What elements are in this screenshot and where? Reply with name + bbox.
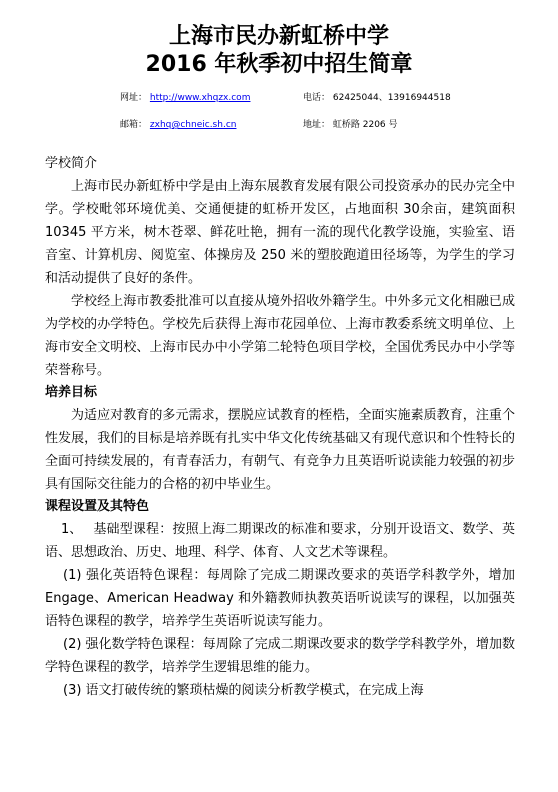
course-item-2: (1) 强化英语特色课程：每周除了完成二期课改要求的英语学科教学外，增加 Engage、American Headway 和外籍教师执教英语听说读写的课程，以加强英语特色课程的教学，培养学生英语听说读写能力。: [45, 568, 515, 629]
course-item-4: (3) 语文打破传统的繁琐枯燥的阅读分析教学模式，在完成上海: [63, 683, 424, 698]
address-label: 地址：: [303, 120, 331, 130]
goal-paragraph: 为适应对教育的多元需求，摆脱应试教育的桎梏，全面实施素质教育，注重个性发展，我们的目标是培养既有扎实中华文化传统基础又有现代意识和个性特长的全面可持续发展的，有青春活力，有朝气、有竞争力且英语听说读能力较强的初步具有国际交往能力的合格的初中毕业生。: [45, 408, 515, 492]
page-title: 上海市民办新虹桥中学: [168, 24, 389, 49]
course-item-1-number: 1、: [61, 522, 83, 537]
course-item-1-text: 基础型课程：按照上海二期课改的标准和要求，分别开设语文、数学、英语、思想政治、历史、地理、科学、体育、人文艺术等课程。: [45, 522, 515, 560]
course-heading: 课程设置及其特色: [45, 499, 150, 514]
email-link[interactable]: zxhq@chneic.sh.cn: [149, 120, 237, 130]
goal-heading: 培养目标: [45, 385, 98, 400]
phone-info: [303, 92, 451, 104]
email-info: [120, 119, 236, 131]
email-label: 邮箱：: [120, 120, 148, 130]
phone-label: 电话：: [303, 93, 331, 103]
intro-paragraph-1: 上海市民办新虹桥中学是由上海东展教育发展有限公司投资承办的民办完全中学。学校毗邻环境优美、交通便捷的虹桥开发区，占地面积 30余亩，建筑面积 10345 平方米，树木苍翠、鲜花吐艳，拥有一流的现代化教学设施，实验室、语音室、计算机房、阅览室、体操房及 250 米的塑胶跑道田径场等，为学生的学习和活动提供了良好的条件。: [45, 179, 515, 286]
page-subtitle: 2016 年秋季初中招生简章: [145, 52, 413, 77]
website-link[interactable]: http://www.xhqzx.com: [149, 93, 251, 103]
course-item-1: [45, 518, 515, 564]
address-value: 虹桥路 2206 号: [332, 120, 398, 130]
course-item-3: (2) 强化数学特色课程：每周除了完成二期课改要求的数学学科教学外，增加数学特色课程的教学，培养学生逻辑思维的能力。: [45, 637, 515, 675]
intro-paragraph-2: 学校经上海市教委批准可以直接从境外招收外籍学生。中外多元文化相融已成为学校的办学特色。学校先后获得上海市花园单位、上海市教委系统文明单位、上海市安全文明校、上海市民办中小学第二轮特色项目学校，全国优秀民办中小学等荣誉称号。: [45, 294, 515, 378]
address-info: [303, 119, 398, 131]
website-label: 网址：: [120, 93, 148, 103]
document-body: [45, 153, 515, 702]
intro-heading: 学校简介: [45, 156, 98, 171]
website-info: [120, 92, 250, 104]
phone-value: 62425044、13916944518: [332, 93, 451, 103]
